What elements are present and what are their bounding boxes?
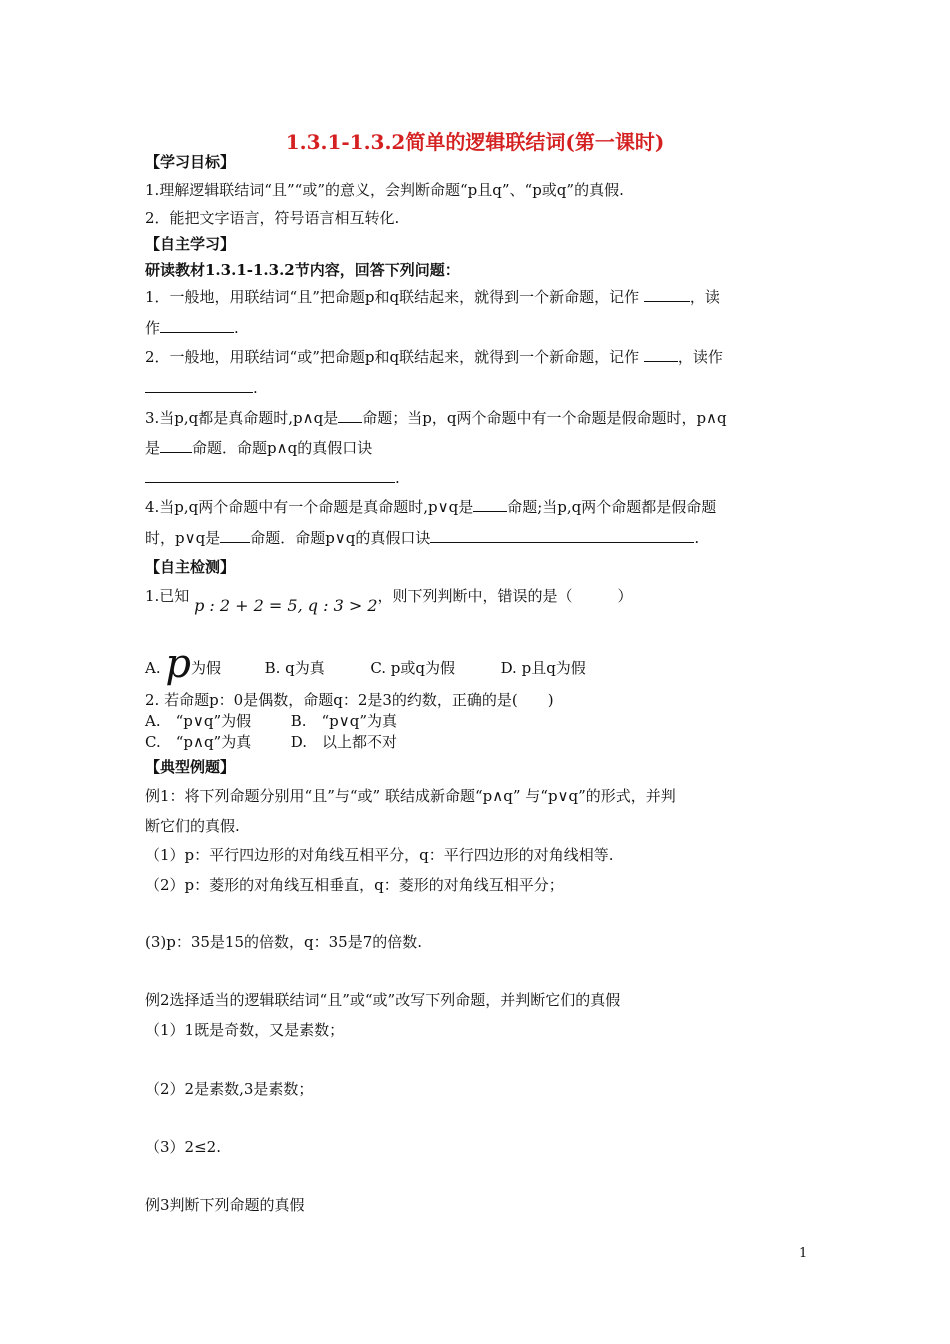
check-question-2-options-cd (145, 732, 397, 752)
question-3-line-3: . (145, 468, 400, 488)
option-a: A. “p∨q”为假 (145, 712, 252, 730)
check-question-2-options-ab (145, 711, 397, 731)
check-question-2: 2. 若命题p：0是偶数，命题q：2是3的约数，正确的是( ) (145, 691, 554, 709)
option-b: B. q为真 (264, 659, 325, 677)
example-1-line-2: 断它们的真假. (145, 817, 240, 835)
question-2-line-1: 2．一般地，用联结词“或”把命题p和q联结起来，就得到一个新命题，记作 ，读作 (145, 348, 723, 366)
question-2-text: 2．一般地，用联结词“或”把命题p和q联结起来，就得到一个新命题，记作 (145, 348, 640, 366)
answer-blank[interactable] (430, 528, 694, 543)
section-heading-goals: 【学习目标】 (145, 153, 236, 171)
page-number: 1 (799, 1246, 808, 1261)
question-2-line-2: . (145, 378, 258, 398)
option-a-text: 为假 (191, 659, 222, 677)
answer-blank[interactable] (145, 378, 253, 393)
answer-blank[interactable] (473, 497, 507, 512)
option-a-symbol: p (165, 641, 191, 687)
self-study-intro: 研读教材1.3.1-1.3.2节内容，回答下列问题： (145, 261, 460, 279)
option-d: D. p且q为假 (500, 659, 586, 677)
answer-blank[interactable] (338, 408, 362, 423)
example-2-item-2: （2）2是素数,3是素数； (145, 1080, 314, 1098)
option-a-label: A. (145, 659, 161, 677)
example-1-item-1: （1）p：平行四边形的对角线互相平分，q：平行四边形的对角线相等. (145, 846, 614, 864)
answer-blank[interactable] (145, 468, 395, 483)
option-c: C. p或q为假 (370, 659, 455, 677)
section-heading-self-check: 【自主检测】 (145, 558, 236, 576)
page-title: 1.3.1-1.3.2简单的逻辑联结词(第一课时) (285, 130, 665, 154)
example-1-item-2: （2）p：菱形的对角线互相垂直，q：菱形的对角线互相平分； (145, 876, 564, 894)
question-4-line-1: 4.当p,q两个命题中有一个命题是真命题时,p∨q是 命题;当p,q两个命题都是假命题 (145, 498, 717, 516)
question-3-line-1: 3.当p,q都是真命题时,p∧q是 命题；当p，q两个命题中有一个命题是假命题时，p∧q (145, 409, 727, 427)
example-2: 例2选择适当的逻辑联结词“且”或“或”改写下列命题，并判断它们的真假 (145, 991, 621, 1009)
example-2-item-1: （1）1既是奇数，又是素数； (145, 1021, 345, 1039)
section-heading-examples: 【典型例题】 (145, 758, 236, 776)
check-question-1-options (145, 641, 586, 687)
question-3-line-2: 是 命题．命题p∧q的真假口诀 (145, 439, 373, 457)
example-1-item-3: (3)p：35是15的倍数，q：35是7的倍数. (145, 933, 423, 951)
section-heading-self-study: 【自主学习】 (145, 235, 236, 253)
example-3: 例3判断下列命题的真假 (145, 1196, 305, 1214)
goal-2: 2．能把文字语言，符号语言相互转化. (145, 209, 400, 227)
check-question-1: 1.已知 p : 2 + 2 = 5, q : 3 > 2，则下列判断中，错误的是（ ） (145, 587, 633, 615)
question-1-text: 1．一般地，用联结词“且”把命题p和q联结起来，就得到一个新命题，记作 (145, 288, 640, 306)
answer-blank[interactable] (644, 347, 678, 362)
example-1-line-1: 例1：将下列命题分别用“且”与“或” 联结成新命题“p∧q” 与“p∨q”的形式，并判 (145, 787, 676, 805)
answer-blank[interactable] (220, 528, 250, 543)
option-d: D. 以上都不对 (290, 733, 398, 751)
option-c: C. “p∧q”为真 (145, 733, 252, 751)
question-4-line-2: 时，p∨q是 命题．命题p∨q的真假口诀 . (145, 529, 700, 547)
answer-blank[interactable] (160, 318, 234, 333)
answer-blank[interactable] (160, 438, 192, 453)
question-1-line-2: 作 . (145, 319, 239, 337)
example-2-item-3: （3）2≤2. (145, 1138, 221, 1156)
formula: p : 2 + 2 = 5, q : 3 > 2 (194, 596, 378, 615)
question-1-line-1: 1．一般地，用联结词“且”把命题p和q联结起来，就得到一个新命题，记作 ，读 (145, 288, 720, 306)
goal-1: 1.理解逻辑联结词“且”“或”的意义，会判断命题“p且q”、“p或q”的真假. (145, 181, 624, 199)
option-b: B. “p∨q”为真 (290, 712, 397, 730)
answer-blank[interactable] (644, 287, 690, 302)
